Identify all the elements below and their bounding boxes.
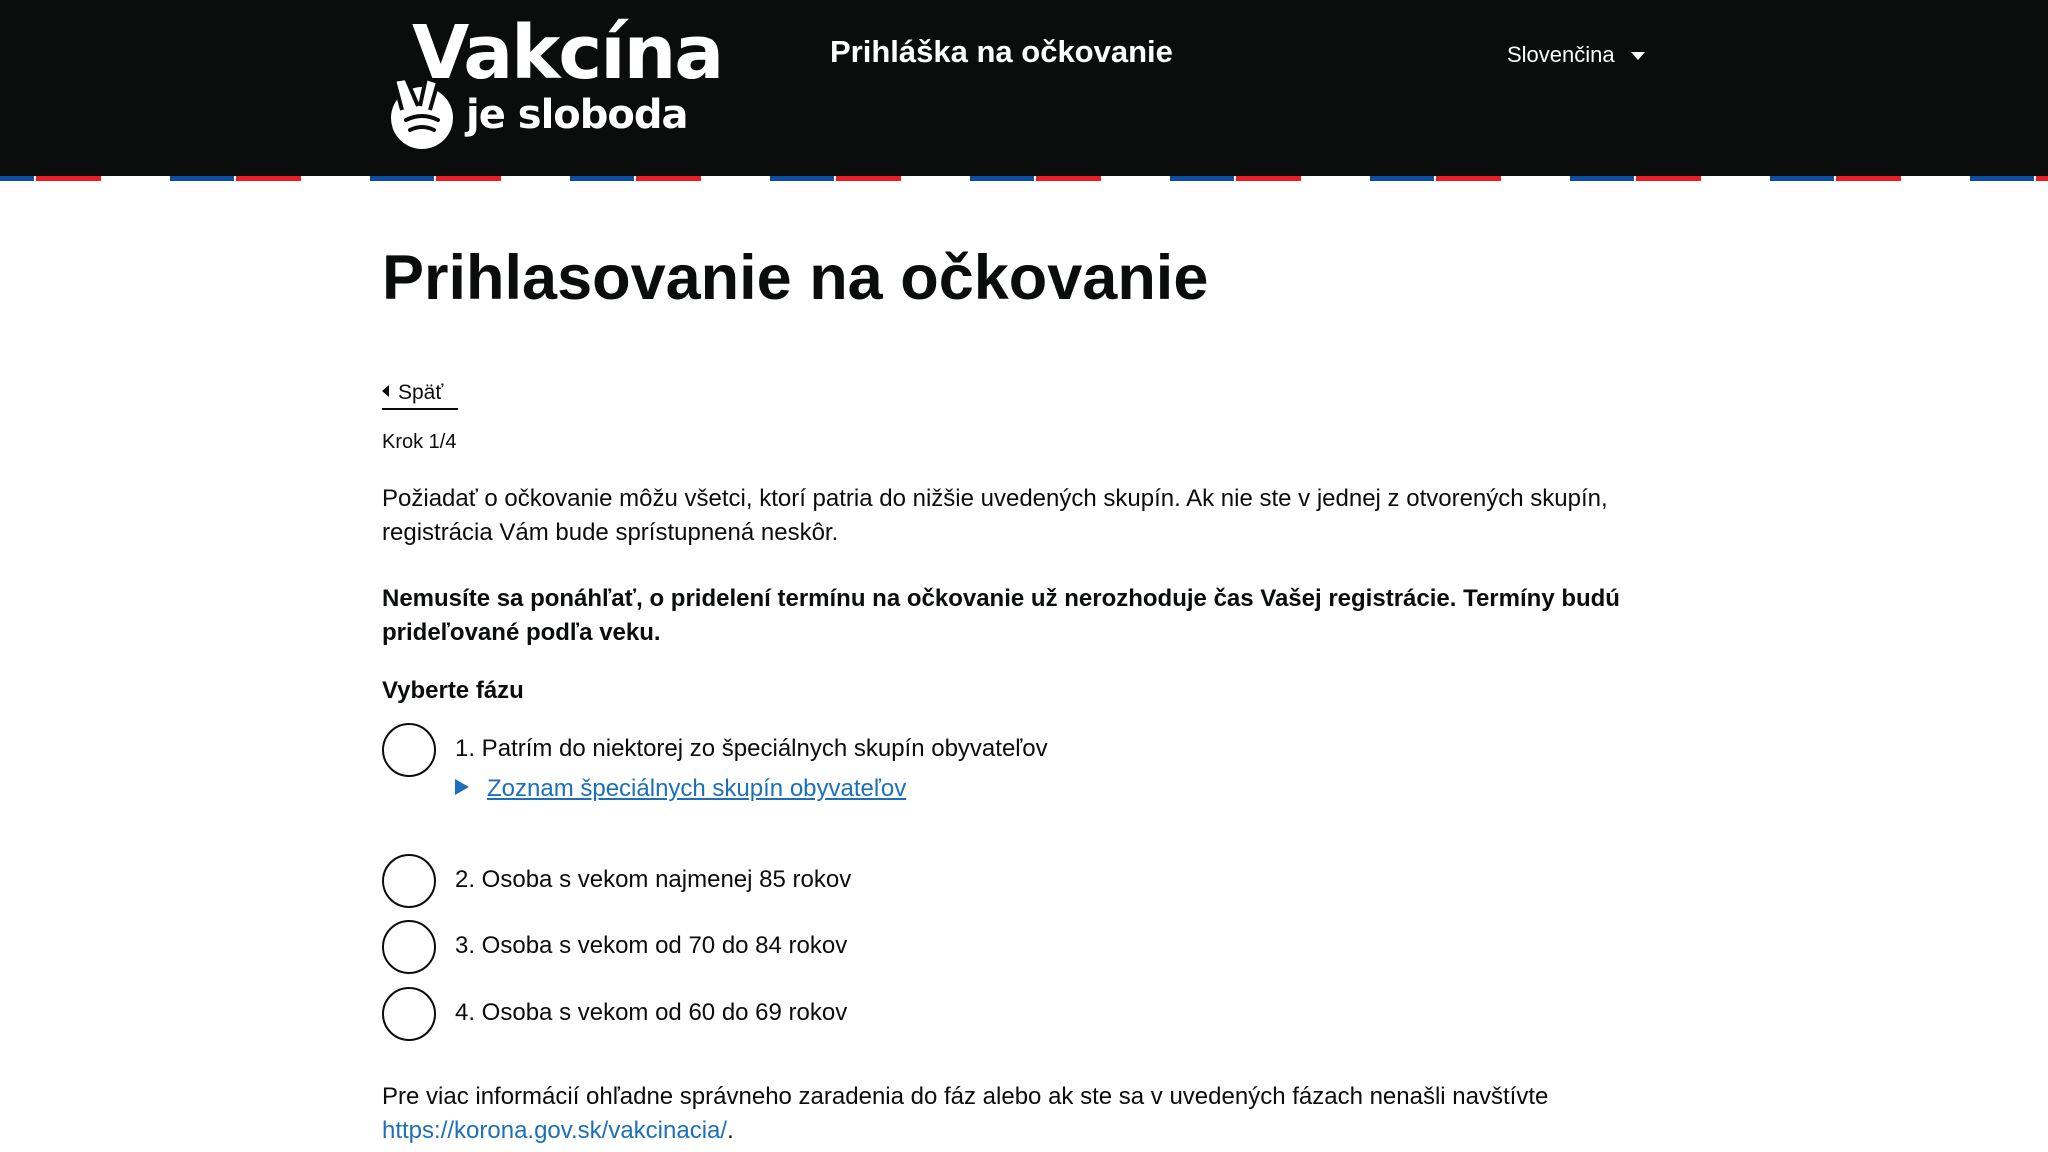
step-indicator: Krok 1/4 (382, 431, 457, 453)
phase-option-label[interactable]: 3. Osoba s vekom od 70 do 84 rokov (455, 932, 848, 959)
back-link[interactable] (382, 381, 458, 410)
vakcina-logo[interactable] (384, 10, 723, 148)
intro-text: Požiadať o očkovanie môžu všetci, ktorí patria do nižšie uvedených skupín. Ak nie ste v jednej z otvorených skupín, registrácia Vám bude sprístupnená neskôr. (382, 485, 1608, 546)
more-info-body: Pre viac informácií ohľadne správneho zaradenia do fáz alebo ak ste sa v uvedených fázach nenašli navštívte (382, 1083, 1549, 1110)
language-label: Slovenčina (1507, 42, 1615, 67)
flag-stripe (0, 176, 2048, 181)
radio-button[interactable] (382, 723, 436, 777)
phase-option-label[interactable]: 1. Patrím do niektorej zo špeciálnych skupín obyvateľov (455, 735, 1048, 762)
more-info-end: . (727, 1117, 734, 1144)
phase-option-label[interactable]: 4. Osoba s vekom od 60 do 69 rokov (455, 999, 848, 1026)
notice-text: Nemusíte sa ponáhľať, o pridelení termínu na očkovanie už nerozhoduje čas Vašej registrácie. Termíny budú prideľované podľa veku. (382, 585, 1620, 646)
korona-link[interactable]: https://korona.gov.sk/vakcinacia/ (382, 1117, 728, 1144)
logo-wordmark: Vakcína (412, 10, 723, 96)
special-groups-details[interactable] (455, 775, 906, 803)
caret-down-icon (1631, 52, 1645, 60)
more-info-text (382, 1080, 1672, 1148)
triangle-right-icon (455, 779, 469, 795)
back-link-label: Späť (398, 381, 444, 404)
header-title[interactable]: Prihláška na očkovanie (830, 34, 1173, 69)
language-select[interactable] (1507, 42, 1645, 68)
logo-tagline: je sloboda (466, 92, 688, 138)
back-arrow-icon (382, 385, 389, 397)
radio-button[interactable] (382, 920, 436, 974)
page-title: Prihlasovanie na očkovanie (382, 243, 1209, 313)
phase-option-label[interactable]: 2. Osoba s vekom najmenej 85 rokov (455, 866, 852, 893)
radio-button[interactable] (382, 987, 436, 1041)
site-header (0, 0, 2048, 176)
special-groups-link[interactable]: Zoznam špeciálnych skupín obyvateľov (487, 775, 907, 802)
radio-button[interactable] (382, 854, 436, 908)
phase-legend: Vyberte fázu (382, 677, 524, 704)
